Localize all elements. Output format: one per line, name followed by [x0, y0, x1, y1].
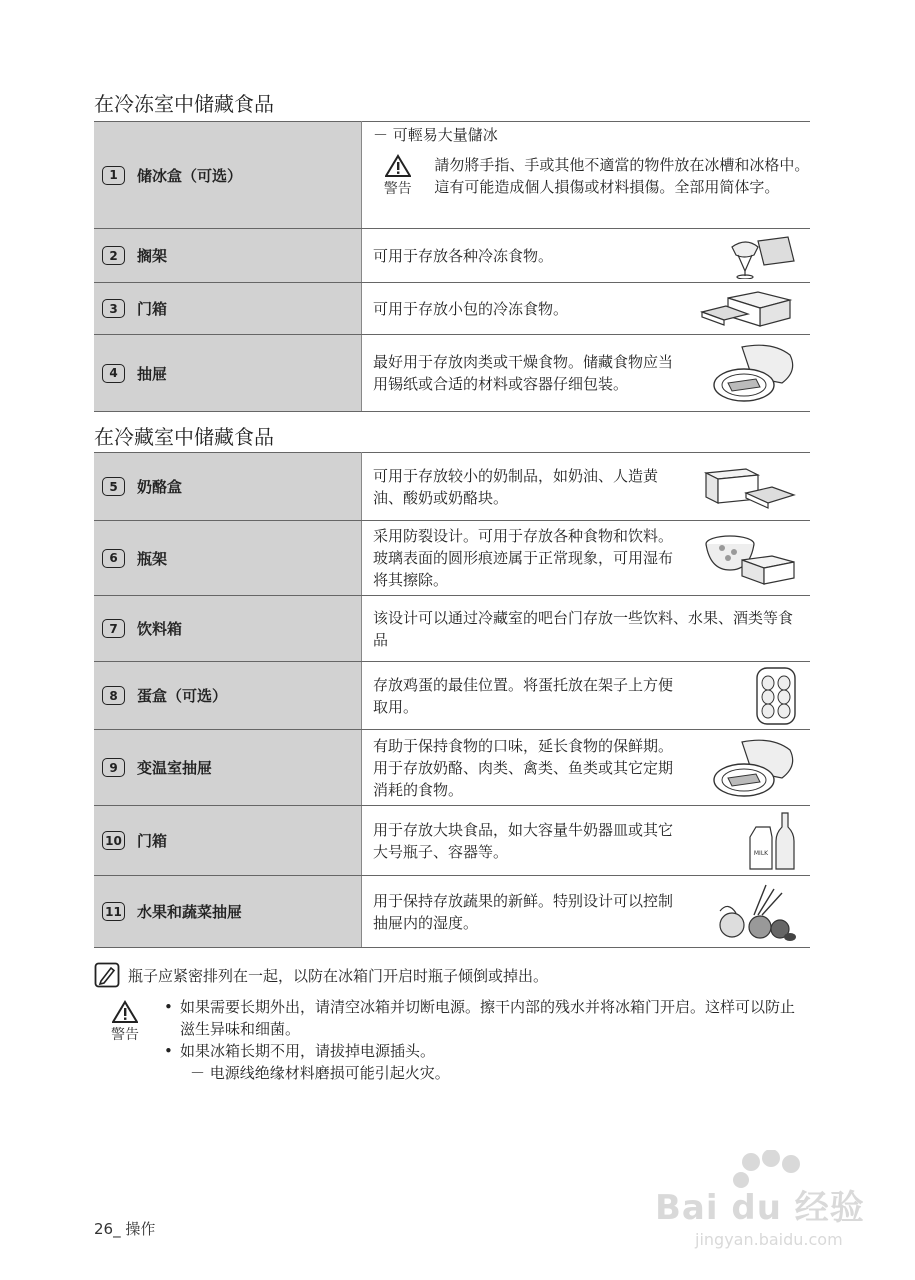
item-desc: 用于保持存放蔬果的新鲜。特别设计可以控制抽屉内的湿度。 [373, 891, 674, 932]
item-desc: 可用于存放各种冷冻食物。 [373, 246, 554, 265]
item-number: 9 [102, 758, 125, 777]
page-number: 26_ 操作 [94, 1220, 156, 1238]
row-desc-cell [362, 122, 811, 229]
warning-block [362, 154, 810, 200]
warning-label: 警告 [111, 1027, 139, 1043]
item-number: 5 [102, 477, 125, 496]
item-number: 4 [102, 364, 125, 383]
item-desc: 可用于存放小包的冷冻食物。 [373, 299, 569, 318]
note-line [94, 962, 548, 988]
item-number: 8 [102, 686, 125, 705]
table-row [94, 876, 810, 948]
warning-text: 請勿將手指、手或其他不適當的物件放在冰槽和冰格中。這有可能造成個人損傷或材料損傷。全部用简体字。 [434, 156, 810, 196]
list-item: • 如果需要长期外出，请清空冰箱并切断电源。擦干内部的残水并将冰箱门开启。这样可以防止滋生异味和细菌。 [164, 996, 804, 1040]
item-desc: 最好用于存放肉类或干燥食物。储藏食物应当用锡纸或合适的材料或容器仔细包装。 [373, 353, 674, 393]
item-desc: 可用于存放较小的奶制品，如奶油、人造黄油、酸奶或奶酪块。 [373, 466, 659, 507]
note-pencil-icon [94, 962, 120, 988]
item-number: 7 [102, 619, 125, 638]
fridge-table [94, 452, 810, 948]
note-text: 瓶子应紧密排列在一起，以防在冰箱门开启时瓶子倾倒或掉出。 [128, 966, 549, 985]
meat-plate-illustration [712, 341, 798, 405]
item-number: 3 [102, 299, 125, 318]
item-number: 2 [102, 246, 125, 265]
row-label-cell [94, 122, 362, 229]
bowl-container-illustration [702, 530, 798, 586]
packages-illustration [698, 288, 798, 330]
fridge-section-title: 在冷藏室中储藏食品 [94, 425, 274, 449]
meat-plate-illustration [712, 736, 798, 800]
item-label: 水果和蔬菜抽屉 [137, 903, 243, 921]
table-row [94, 335, 810, 412]
item-label: 储冰盒（可选） [137, 166, 243, 185]
item-label: 门箱 [137, 300, 168, 318]
item-label: 瓶架 [137, 549, 168, 568]
milk-carton-text: MILK [753, 849, 769, 857]
item-desc: 用于存放大块食品，如大容量牛奶器皿或其它大号瓶子、容器等。 [373, 820, 674, 861]
item-number: 11 [102, 902, 125, 921]
table-row [94, 730, 810, 806]
baidu-watermark [655, 1150, 865, 1260]
item-desc-top: － 可輕易大量儲冰 [373, 126, 498, 144]
item-label: 搁架 [137, 247, 168, 265]
item-number: 10 [102, 831, 125, 850]
item-number: 1 [102, 166, 125, 185]
butter-box-illustration [702, 463, 798, 511]
item-label: 饮料箱 [137, 620, 183, 638]
warning-triangle-icon [385, 154, 411, 178]
item-label: 奶酪盒 [137, 478, 183, 496]
table-row [94, 283, 810, 335]
table-row [94, 122, 810, 229]
item-number: 6 [102, 549, 125, 568]
warning-list [146, 996, 804, 1084]
watermark-text: Bai du 经验 [655, 1188, 865, 1228]
item-desc: 采用防裂设计。可用于存放各种食物和饮料。玻璃表面的圆形痕迹属于正常现象，可用湿布将其擦除。 [373, 527, 674, 589]
item-desc: 存放鸡蛋的最佳位置。将蛋托放在架子上方便取用。 [373, 675, 674, 716]
warning-section [104, 996, 804, 1084]
table-row [94, 229, 810, 283]
item-label: 门箱 [137, 832, 168, 850]
vegetables-illustration [714, 881, 798, 943]
table-row [94, 596, 810, 662]
freezer-section-title: 在冷冻室中储藏食品 [94, 92, 274, 116]
warning-subitem: － 电源线绝缘材料磨损可能引起火灾。 [190, 1064, 450, 1082]
freezer-table [94, 121, 810, 412]
item-label: 抽屉 [137, 364, 168, 383]
item-desc: 有助于保持食物的口味，延长食物的保鲜期。用于存放奶酪、肉类、禽类、鱼类或其它定期消耗的食物。 [373, 736, 674, 799]
item-desc: 该设计可以通过冷藏室的吧台门存放一些饮料、水果、酒类等食品 [373, 608, 794, 649]
list-item: • 如果冰箱长期不用，请拔掉电源插头。 [164, 1040, 804, 1062]
item-label: 变温室抽屉 [137, 759, 213, 777]
milk-bottle-illustration [748, 811, 798, 871]
egg-tray-illustration [754, 665, 798, 727]
table-row [94, 806, 810, 876]
watermark-url: jingyan.baidu.com [695, 1230, 843, 1249]
ice-cream-illustration [728, 233, 798, 279]
warning-label: 警告 [383, 181, 412, 197]
warning-triangle-icon [112, 1000, 138, 1024]
table-row [94, 662, 810, 730]
item-label: 蛋盒（可选） [137, 687, 228, 705]
table-row [94, 521, 810, 596]
table-row [94, 453, 810, 521]
